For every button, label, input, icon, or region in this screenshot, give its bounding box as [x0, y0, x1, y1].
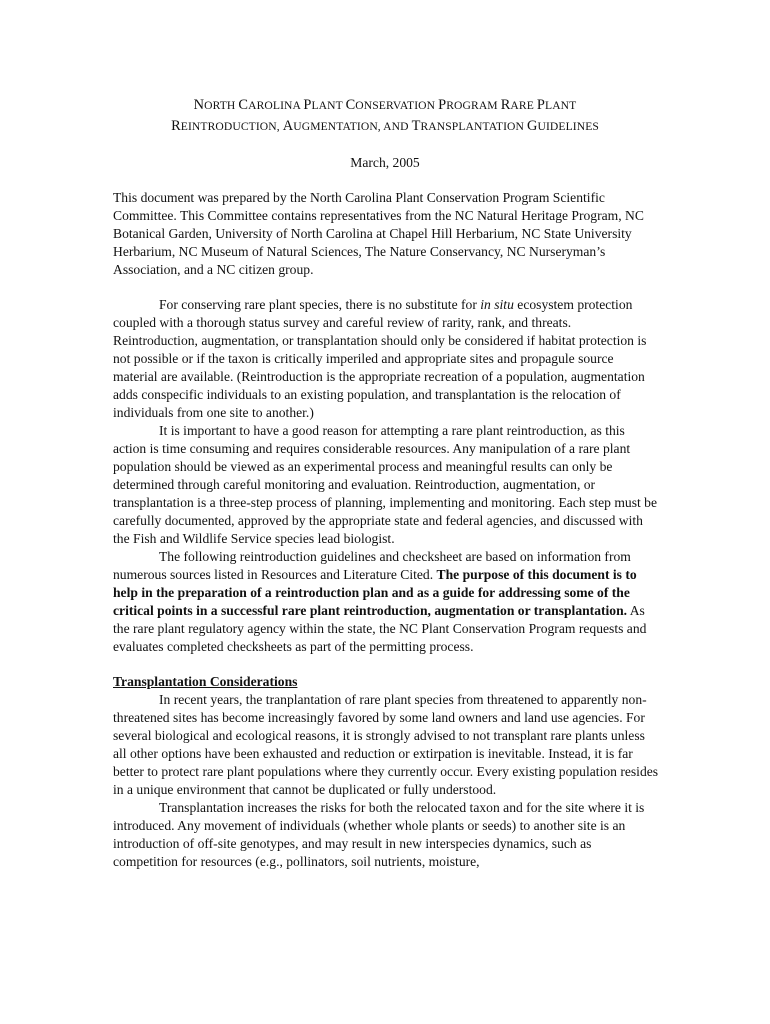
paragraph-transplantation-risks: Transplantation increases the risks for both the relocated taxon and for the site where it is introduced. Any movement of individuals (whether whole plants or seeds) to another site is an introduction of off-site genotypes, and may result in new interspecies dynamics, such as competition for resources (e.g., pollinators, soil nutrients, moisture, [113, 800, 645, 869]
document-title [100, 95, 670, 137]
paragraph-recent-years: In recent years, the tranplantation of rare plant species from threatened to apparently non-threatened sites has become increasingly favored by some land owners and land use agencies. For several biological and ecological reasons, it is strongly advised to not transplant rare plants unless all other options have been exhausted and reduction or extirpation is inevitable. Instead, it is far better to protect rare plant populations where they currently occur. Every existing population resides in a unique environment that cannot be duplicated or fully understood. [113, 692, 659, 797]
document-body [113, 189, 659, 871]
intro-paragraph: This document was prepared by the North Carolina Plant Conservation Program Scientific Committee. This Committee contains representatives from the NC Natural Heritage Program, NC Botanical Garden, University of North Carolina at Chapel Hill Herbarium, NC State University Herbarium, NC Museum of Natural Sciences, The Nature Conservancy, NC Nurseryman’s Association, and a NC citizen group. [113, 190, 644, 277]
paragraph-good-reason: It is important to have a good reason for attempting a rare plant reintroduction, as this action is time consuming and requires considerable resources. Any manipulation of a rare plant population should be viewed as an experimental process and meaningful results can only be determined through careful monitoring and evaluation. Reintroduction, augmentation, or transplantation is a three-step process of planning, implementing and monitoring. Each step must be carefully documented, approved by the appropriate state and federal agencies, and discussed with the Fish and Wildlife Service species lead biologist. [113, 423, 658, 546]
title-line-2: REINTRODUCTION, AUGMENTATION, AND TRANSPLANTATION GUIDELINES [171, 118, 599, 134]
title-line-1: NORTH CAROLINA PLANT CONSERVATION PROGRAM RARE PLANT [193, 97, 577, 113]
document-date: March, 2005 [350, 155, 420, 170]
paragraph-guidelines: The following reintroduction guidelines and checksheet are based on information from numerous sources listed in Resources and Literature Cited. The purpose of this document is to help in the preparation of a reintroduction plan and as a guide for addressing some of the critical points in a successful rare plant reintroduction, augmentation or transplantation. As the rare plant regulatory agency within the state, the NC Plant Conservation Program requests and evaluates completed checksheets as part of the permitting process. [113, 549, 647, 654]
purpose-statement: The purpose of this document is to help in the preparation of a reintroduction plan and as a guide for addressing some of the critical points in a successful rare plant reintroduction, augmentation or transplantation. [113, 567, 637, 618]
paragraph-conserving: For conserving rare plant species, there is no substitute for in situ ecosystem protection coupled with a thorough status survey and careful review of rarity, rank, and threats. Reintroduction, augmentation, or transplantation should only be considered if habitat protection is not possible or if the taxon is critically imperiled and appropriate sites and propagule source material are available. (Reintroduction is the appropriate recreation of a population, augmentation adds conspecific individuals to an existing population, and transplantation is the relocation of individuals from one site to another.) [113, 297, 647, 420]
in-situ-italic: in situ [480, 297, 514, 312]
section-heading: Transplantation Considerations [113, 674, 298, 689]
